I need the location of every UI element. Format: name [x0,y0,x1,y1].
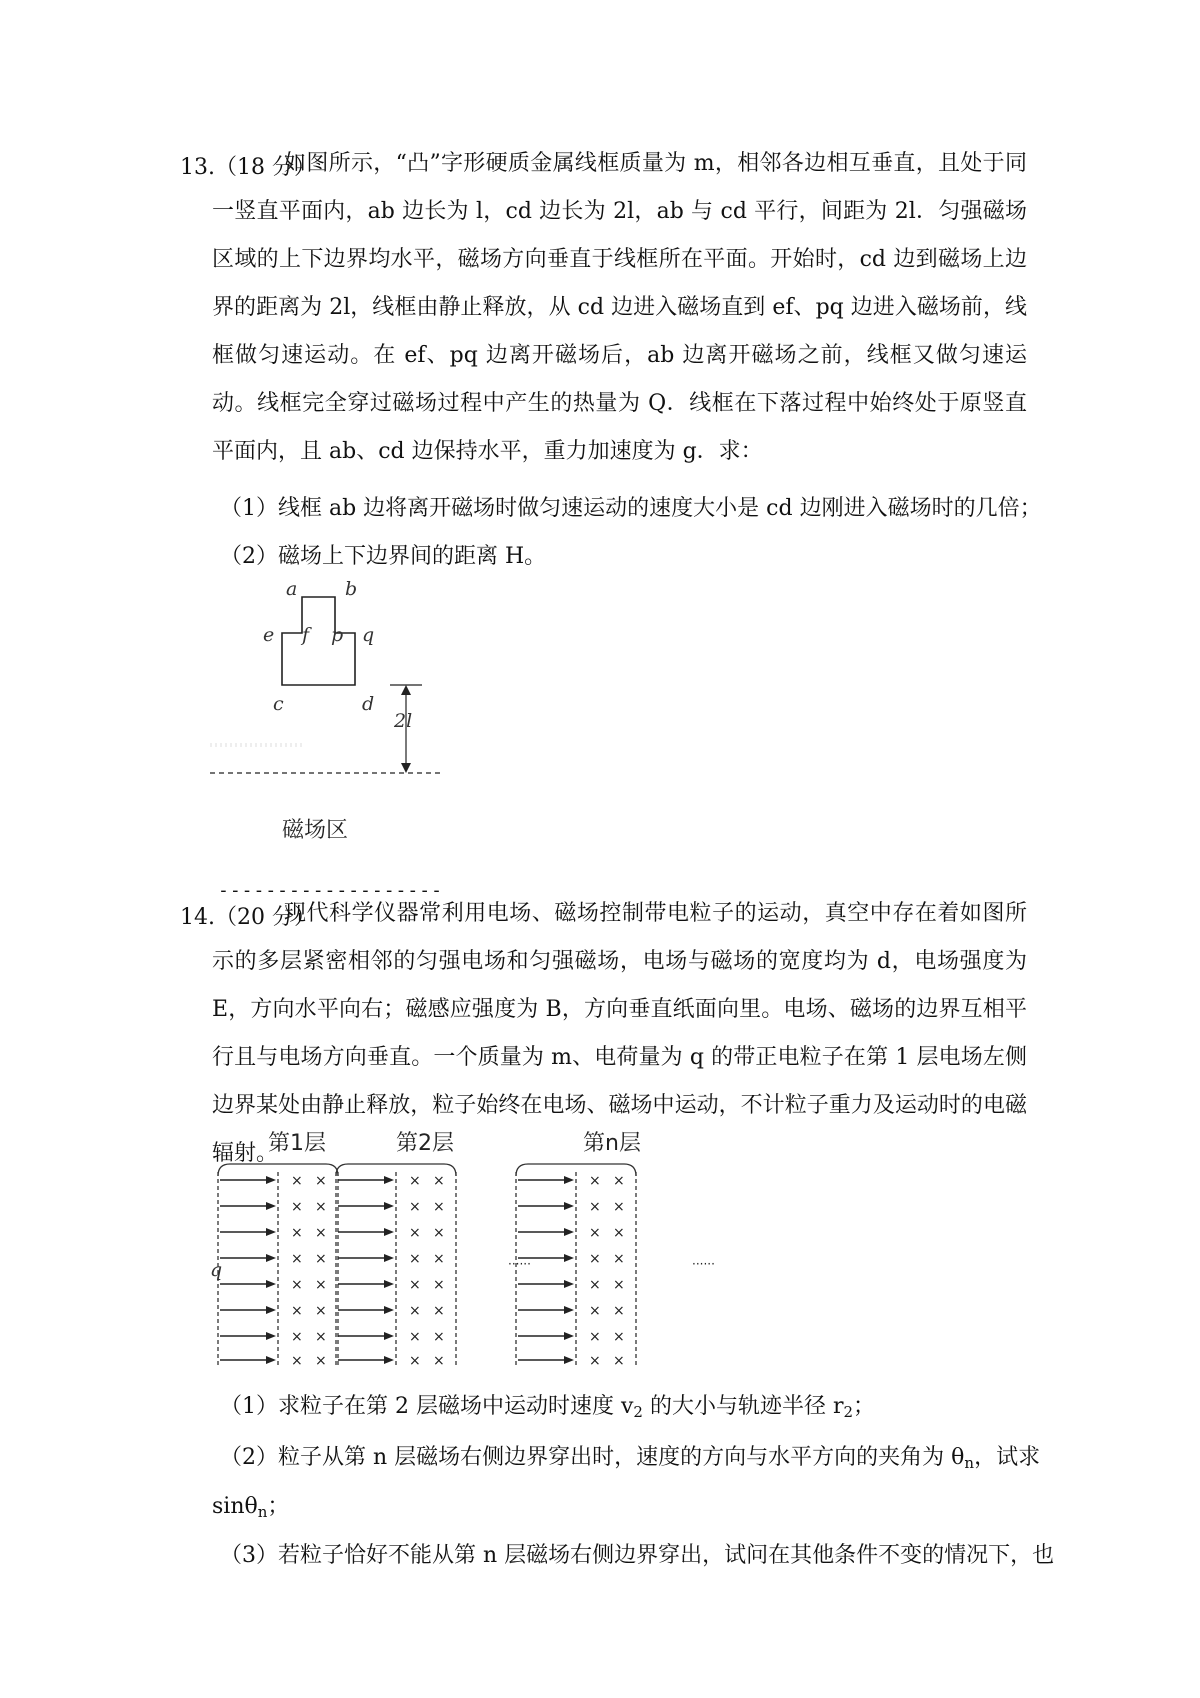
q13-body: 如图所示，“凸”字形硬质金属线框质量为 m，相邻各边相互垂直，且处于同一竖直平面内，ab 边长为 l，cd 边长为 2l，ab 与 cd 平行，间距为 2l．匀强磁场区域的上下边界均水平，磁场方向垂直于线框所在平面。开始时，cd 边到磁场上边界的距离为 2l，线框由静止释放，从 cd 边进入磁场直到 ef、pq 边进入磁场前，线框做匀速运动。在 ef、pq 边离开磁场后，ab 边离开磁场之前，线框又做匀速运动。线框完全穿过磁场过程中产生的热量为 Q．线框在下落过程中始终处于原竖直平面内，且 ab、cd 边保持水平，重力加速度为 g．求： [212,151,1027,464]
wire-frame [282,597,355,685]
q14-sub2: （2）粒子从第 n 层磁场右侧边界穿出时，速度的方向与水平方向的夹角为 $\theta_n$，试求 [220,1445,1041,1472]
field-cross: × [613,1199,625,1215]
field-cross: × [315,1199,327,1215]
field-cross: × [589,1303,601,1319]
field-cross: × [589,1199,601,1215]
q13-sub2: （2）磁场上下边界间的距离 H。 [220,544,547,569]
field-arrow [220,1176,276,1184]
layer2-label: 第2层 [396,1131,454,1156]
field-cross: × [433,1173,445,1189]
field-arrow [338,1176,394,1184]
label-d: d [362,693,375,715]
field-arrow [220,1202,276,1210]
field-arrow [220,1356,276,1364]
field-cross: × [589,1329,601,1345]
field-cross: × [315,1225,327,1241]
field-arrow [518,1228,574,1236]
field-cross: × [433,1199,445,1215]
field-arrow [338,1332,394,1340]
field-layer [336,1164,456,1368]
field-cross: × [433,1353,445,1368]
field-layer [516,1164,636,1368]
field-cross: × [613,1173,625,1189]
field-cross: × [433,1303,445,1319]
field-cross: × [291,1303,303,1319]
label-c: c [273,693,284,715]
field-layer [218,1164,338,1368]
label-e: e [263,624,275,646]
charge-label: q [210,1259,223,1281]
field-cross: × [409,1329,421,1345]
field-arrow [338,1202,394,1210]
q13-number: 13.（18 分） [180,155,316,180]
field-cross: × [291,1225,303,1241]
field-cross: × [589,1251,601,1267]
field-arrow [220,1254,276,1262]
q13-sub1: （1）线框 ab 边将离开磁场时做匀速运动的速度大小是 cd 边刚进入磁场时的几倍； [220,496,1042,521]
field-cross: × [315,1173,327,1189]
layer1-label: 第1层 [268,1131,326,1156]
q13-figure [210,575,450,875]
field-cross: × [315,1251,327,1267]
field-arrow [338,1306,394,1314]
q14-figure [208,1128,748,1368]
field-arrow [220,1332,276,1340]
field-cross: × [433,1329,445,1345]
ellipsis-2: ······ [692,1257,715,1271]
label-f: f [302,624,310,646]
label-p: p [331,624,344,646]
field-arrow [338,1254,394,1262]
field-cross: × [589,1353,601,1368]
field-cross: × [589,1173,601,1189]
field-arrow [518,1202,574,1210]
field-cross: × [409,1303,421,1319]
q14-number: 14.（20 分） [180,905,316,930]
q14-sub3: （3）若粒子恰好不能从第 n 层磁场右侧边界穿出，试问在其他条件不变的情况下，也 [220,1543,1055,1568]
field-arrow [518,1306,574,1314]
field-cross: × [433,1225,445,1241]
field-arrow [518,1332,574,1340]
field-cross: × [315,1277,327,1293]
field-cross: × [409,1173,421,1189]
field-cross: × [409,1199,421,1215]
field-cross: × [613,1353,625,1368]
field-cross: × [589,1277,601,1293]
field-cross: × [613,1303,625,1319]
field-cross: × [409,1225,421,1241]
field-arrow [220,1306,276,1314]
label-q: q [362,624,375,646]
field-cross: × [613,1251,625,1267]
label-a: a [286,578,298,600]
q14-sub1: （1）求粒子在第 2 层磁场中运动时速度 $v_2$ 的大小与轨迹半径 $r_2$； [220,1394,876,1421]
field-cross: × [315,1303,327,1319]
field-arrow [338,1228,394,1236]
field-arrow [338,1356,394,1364]
field-cross: × [291,1353,303,1368]
field-arrow [220,1228,276,1236]
q14-sub2-cont: sinθ$_n$； [212,1494,290,1521]
field-cross: × [433,1251,445,1267]
field-cross: × [433,1277,445,1293]
q14-body: 现代科学仪器常利用电场、磁场控制带电粒子的运动，真空中存在着如图所示的多层紧密相邻的匀强电场和匀强磁场，电场与磁场的宽度均为 d，电场强度为 E，方向水平向右；磁感应强度为 B，方向垂直纸面向里。电场、磁场的边界互相平行且与电场方向垂直。一个质量为 m、电荷量为 q 的带正电粒子在第 1 层电场左侧边界某处由静止释放，粒子始终在电场、磁场中运动，不计粒子重力及运动时的电磁辐射。 [212,901,1027,1166]
field-cross: × [291,1277,303,1293]
field-cross: × [315,1329,327,1345]
field-arrow [220,1280,276,1288]
field-arrow [338,1280,394,1288]
field-arrow [518,1176,574,1184]
layern-label: 第n层 [583,1131,641,1156]
region-label: 磁场区 [282,818,349,843]
lower-boundary-dashes: ------------------- [218,880,443,901]
label-b: b [345,578,358,600]
field-cross: × [409,1277,421,1293]
field-cross: × [291,1329,303,1345]
field-cross: × [291,1251,303,1267]
distance-label: 2l [394,710,413,732]
field-cross: × [409,1251,421,1267]
field-cross: × [291,1173,303,1189]
field-cross: × [613,1225,625,1241]
field-cross: × [409,1353,421,1368]
field-cross: × [291,1199,303,1215]
field-arrow [518,1280,574,1288]
field-cross: × [315,1353,327,1368]
field-cross: × [613,1329,625,1345]
field-cross: × [589,1225,601,1241]
field-arrow [518,1356,574,1364]
ellipsis-1: ······ [508,1257,531,1271]
field-cross: × [613,1277,625,1293]
